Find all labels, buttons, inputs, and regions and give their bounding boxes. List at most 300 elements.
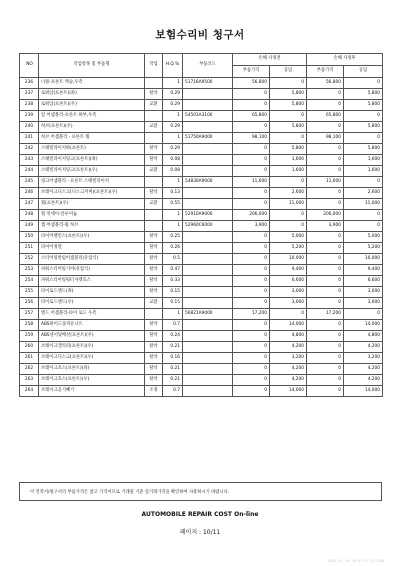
row-work: 탈착 [145, 89, 163, 100]
row-after-labor: 3,000 [344, 287, 383, 298]
row-after-parts-price: 0 [307, 89, 344, 100]
row-part-code: 51716A9500 [183, 78, 233, 89]
table-row [20, 133, 383, 144]
row-before-parts-price: 0 [233, 100, 270, 111]
row-before-parts-price: 0 [233, 265, 270, 276]
row-part-code [183, 188, 233, 199]
row-hq: 0.21 [163, 342, 183, 353]
row-hq: 0.16 [163, 353, 183, 364]
row-after-parts-price: 65,800 [307, 111, 344, 122]
row-no: 255 [20, 287, 39, 298]
row-work: 탈착 [145, 155, 163, 166]
row-hq: 0.5 [163, 254, 183, 265]
row-after-parts-price: 0 [307, 199, 344, 210]
row-no: 242 [20, 144, 39, 155]
row-after-parts-price: 0 [307, 254, 344, 265]
row-after-parts-price: 206,000 [307, 210, 344, 221]
row-before-labor: 3,000 [270, 298, 307, 309]
row-item-name: ABS센서및배선(프론트)(우) [39, 331, 145, 342]
row-before-labor: 5,800 [270, 144, 307, 155]
row-after-labor: 0 [344, 221, 383, 232]
row-before-parts-price: 206,000 [233, 210, 270, 221]
row-before-labor: 1,600 [270, 166, 307, 177]
row-part-code [183, 364, 233, 375]
table-row [20, 210, 383, 221]
row-no: 258 [20, 320, 39, 331]
row-item-name: 엔드 어셈블리-타이 로드 우측 [39, 309, 145, 320]
row-work: 탈착 [145, 254, 163, 265]
row-no: 264 [20, 386, 39, 397]
row-item-name: 허브(프론트)(우) [39, 122, 145, 133]
row-part-code: 52960C6000 [183, 221, 233, 232]
row-after-parts-price: 0 [307, 166, 344, 177]
row-part-code: 52910A9000 [183, 210, 233, 221]
row-after-parts-price: 0 [307, 298, 344, 309]
row-before-labor: 4,800 [270, 331, 307, 342]
row-before-parts-price: 17,200 [233, 309, 270, 320]
row-hq: 0.21 [163, 364, 183, 375]
row-after-labor: 6,600 [344, 276, 383, 287]
row-part-code: 54501A3100 [183, 111, 233, 122]
table-row [20, 199, 383, 210]
table-body [20, 78, 383, 397]
row-before-labor: 11,000 [270, 199, 307, 210]
row-item-name: 로워암(프론트)(좌) [39, 89, 145, 100]
table-row [20, 188, 383, 199]
row-hq: 0.21 [163, 375, 183, 386]
row-before-labor: 14,000 [270, 386, 307, 397]
row-before-parts-price: 0 [233, 199, 270, 210]
row-item-name: 타이로드엔드(우) [39, 298, 145, 309]
row-item-name: ABS하이드롤릭유니트 [39, 320, 145, 331]
row-after-labor: 9,400 [344, 265, 383, 276]
row-after-parts-price: 0 [307, 276, 344, 287]
row-after-labor: 1,600 [344, 166, 383, 177]
row-item-name: 스티어링칼럼어셈블리(유압식) [39, 254, 145, 265]
row-item-name: 허브 어셈블리 - 프론트 휠 [39, 133, 145, 144]
row-part-code [183, 243, 233, 254]
row-before-parts-price: 0 [233, 188, 270, 199]
row-no: 262 [20, 364, 39, 375]
row-before-parts-price: 0 [233, 287, 270, 298]
row-no: 253 [20, 265, 39, 276]
row-before-labor: 0 [270, 133, 307, 144]
row-before-labor: 14,000 [270, 320, 307, 331]
header-after-labor: 공임 [344, 66, 383, 78]
table-row [20, 177, 383, 188]
row-part-code [183, 386, 233, 397]
row-hq: 0.29 [163, 144, 183, 155]
row-before-labor: 0 [270, 309, 307, 320]
header-part-code: 부품코드 [183, 54, 233, 78]
row-no: 260 [20, 342, 39, 353]
row-item-name: 파워스티어링기어(유압식) [39, 265, 145, 276]
row-hq: 0.15 [163, 287, 183, 298]
header-before-labor: 공임 [270, 66, 307, 78]
row-work: 교환 [145, 100, 163, 111]
row-before-parts-price: 0 [233, 89, 270, 100]
row-work: 탈착 [145, 232, 163, 243]
row-no: 250 [20, 232, 39, 243]
row-work [145, 111, 163, 122]
row-after-labor: 0 [344, 133, 383, 144]
row-before-labor: 0 [270, 221, 307, 232]
row-hq: 0.26 [163, 243, 183, 254]
row-after-parts-price: 0 [307, 243, 344, 254]
row-part-code: 56821A9000 [183, 309, 233, 320]
row-item-name: 브레이크공기빼기 [39, 386, 145, 397]
row-after-labor: 0 [344, 177, 383, 188]
row-hq: 0.15 [163, 298, 183, 309]
table-row [20, 243, 383, 254]
row-work: 탈착 [145, 287, 163, 298]
row-hq: 0.29 [163, 122, 183, 133]
row-before-labor: 0 [270, 111, 307, 122]
row-after-labor: 0 [344, 78, 383, 89]
row-after-labor: 4,200 [344, 364, 383, 375]
row-after-labor: 5,800 [344, 144, 383, 155]
row-no: 254 [20, 276, 39, 287]
row-hq: 0.47 [163, 265, 183, 276]
row-work: 탈착 [145, 364, 163, 375]
row-after-labor: 4,800 [344, 331, 383, 342]
row-no: 237 [20, 89, 39, 100]
row-no: 252 [20, 254, 39, 265]
row-work: 탈착 [145, 243, 163, 254]
table-row [20, 287, 383, 298]
row-item-name: 파워스티어링워터자켓호스 [39, 276, 145, 287]
footer-title: AUTOMOBILE REPAIR COST On-line [141, 511, 259, 518]
document-title: 보험수리비 청구서 [155, 29, 245, 41]
row-before-parts-price: 0 [233, 144, 270, 155]
table-row [20, 155, 383, 166]
table-row [20, 342, 383, 353]
table-row [20, 89, 383, 100]
row-no: 240 [20, 122, 39, 133]
header-work: 작업 [145, 54, 163, 78]
row-after-labor: 2,600 [344, 188, 383, 199]
row-after-parts-price: 0 [307, 122, 344, 133]
row-before-labor: 6,600 [270, 276, 307, 287]
row-before-labor: 10,000 [270, 254, 307, 265]
row-part-code [183, 298, 233, 309]
row-hq: 0.13 [163, 188, 183, 199]
row-before-labor: 5,800 [270, 122, 307, 133]
row-after-parts-price: 98,100 [307, 133, 344, 144]
row-no: 236 [20, 78, 39, 89]
row-item-name: 링크어셈블리 - 프론트 스태빌라이저 [39, 177, 145, 188]
row-after-parts-price: 56,800 [307, 78, 344, 89]
repair-cost-table [19, 53, 383, 397]
row-item-name: 타이로드엔드(좌) [39, 287, 145, 298]
row-part-code [183, 199, 233, 210]
table-row [20, 364, 383, 375]
table-row [20, 309, 383, 320]
row-after-labor: 4,200 [344, 375, 383, 386]
row-hq: 0.7 [163, 320, 183, 331]
row-after-labor: 0 [344, 210, 383, 221]
header-before-parts-price: 부품가격 [233, 66, 270, 78]
row-no: 238 [20, 100, 39, 111]
row-hq: 0.25 [163, 232, 183, 243]
row-no: 246 [20, 188, 39, 199]
table-row [20, 122, 383, 133]
row-part-code [183, 331, 233, 342]
row-before-labor: 5,800 [270, 89, 307, 100]
row-work [145, 309, 163, 320]
row-work: 교환 [145, 298, 163, 309]
row-after-labor: 5,800 [344, 100, 383, 111]
row-before-parts-price: 0 [233, 232, 270, 243]
row-hq: 1 [163, 78, 183, 89]
row-after-labor: 1,600 [344, 155, 383, 166]
table-row [20, 100, 383, 111]
row-part-code: 54830A9000 [183, 177, 233, 188]
row-item-name: 스태빌라이저바(프론트) [39, 144, 145, 155]
table-row [20, 166, 383, 177]
row-before-labor: 5,200 [270, 243, 307, 254]
row-item-name: 브레이크디스크(프론트)(우) [39, 353, 145, 364]
row-item-name: 로워암(프론트)(우) [39, 100, 145, 111]
row-hq: 0.29 [163, 89, 183, 100]
row-work: 교환 [145, 199, 163, 210]
row-after-parts-price: 0 [307, 342, 344, 353]
page-number: 페이지 : 10/11 [179, 529, 221, 536]
table-row [20, 144, 383, 155]
row-hq: 1 [163, 111, 183, 122]
table-row [20, 78, 383, 89]
row-part-code [183, 320, 233, 331]
row-before-parts-price: 0 [233, 331, 270, 342]
row-after-parts-price: 0 [307, 144, 344, 155]
row-item-name: 브레이크캘리퍼(프론트)(우) [39, 342, 145, 353]
row-after-parts-price: 0 [307, 320, 344, 331]
table-row [20, 232, 383, 243]
row-hq: 1 [163, 133, 183, 144]
row-no: 239 [20, 111, 39, 122]
row-after-parts-price: 0 [307, 155, 344, 166]
row-no: 247 [20, 199, 39, 210]
row-item-name: 스태빌라이저링크(프론트)(좌) [39, 155, 145, 166]
row-work [145, 210, 163, 221]
row-no: 256 [20, 298, 39, 309]
row-work [145, 177, 163, 188]
row-no: 249 [20, 221, 39, 232]
row-part-code [183, 144, 233, 155]
row-hq: 1 [163, 309, 183, 320]
row-before-parts-price: 0 [233, 353, 270, 364]
row-before-parts-price: 3,900 [233, 221, 270, 232]
row-before-parts-price: 0 [233, 320, 270, 331]
row-after-parts-price: 0 [307, 331, 344, 342]
row-part-code [183, 287, 233, 298]
row-after-labor: 3,000 [344, 298, 383, 309]
row-before-labor: 9,400 [270, 265, 307, 276]
row-before-parts-price: 56,800 [233, 78, 270, 89]
row-work: 교환 [145, 166, 163, 177]
row-after-labor: 5,200 [344, 243, 383, 254]
row-part-code [183, 353, 233, 364]
row-after-labor: 10,000 [344, 254, 383, 265]
row-hq: 0.55 [163, 199, 183, 210]
row-after-parts-price: 0 [307, 353, 344, 364]
table-row [20, 265, 383, 276]
row-work: 탈착 [145, 331, 163, 342]
row-hq: 0.7 [163, 386, 183, 397]
table-row [20, 320, 383, 331]
header-after-adjustment: 손해 사정후 [307, 54, 383, 66]
row-hq: 0.33 [163, 276, 183, 287]
header-after-parts-price: 부품가격 [307, 66, 344, 78]
row-before-parts-price: 0 [233, 122, 270, 133]
table-row [20, 221, 383, 232]
row-after-labor: 5,800 [344, 122, 383, 133]
row-item-name: 휠 엇세이-알루미늄 [39, 210, 145, 221]
table-row [20, 386, 383, 397]
row-after-parts-price: 0 [307, 100, 344, 111]
row-work: 탈착 [145, 320, 163, 331]
row-work: 탈착 [145, 188, 163, 199]
header-item-name: 작업항목 및 부품명 [39, 54, 145, 78]
row-part-code [183, 155, 233, 166]
row-before-labor: 0 [270, 78, 307, 89]
row-before-parts-price: 0 [233, 364, 270, 375]
row-part-code [183, 232, 233, 243]
row-after-parts-price: 0 [307, 265, 344, 276]
row-item-name: 캡 어셈블리-휠 허브 [39, 221, 145, 232]
row-item-name: 타이어정렬 [39, 243, 145, 254]
row-hq: 0.08 [163, 166, 183, 177]
row-part-code: 51750A9000 [183, 133, 233, 144]
row-before-parts-price: 0 [233, 254, 270, 265]
row-item-name: 브레이크디스크(디스크커버)(프론트)(우) [39, 188, 145, 199]
row-part-code [183, 254, 233, 265]
row-before-labor: 4,200 [270, 375, 307, 386]
row-part-code [183, 122, 233, 133]
table-row [20, 276, 383, 287]
row-before-labor: 3,000 [270, 287, 307, 298]
row-hq: 1 [163, 210, 183, 221]
table-row [20, 353, 383, 364]
row-part-code [183, 166, 233, 177]
row-after-labor: 0 [344, 309, 383, 320]
row-no: 251 [20, 243, 39, 254]
table-row [20, 111, 383, 122]
row-hq: 0.08 [163, 155, 183, 166]
header-no: NO [20, 54, 39, 78]
row-work: 조정 [145, 386, 163, 397]
header-before-adjustment: 손해 사정전 [233, 54, 307, 66]
table-row [20, 298, 383, 309]
row-before-labor: 0 [270, 210, 307, 221]
row-after-parts-price: 3,900 [307, 221, 344, 232]
row-no: 241 [20, 133, 39, 144]
row-item-name: 브레이크호스(프론트)(좌) [39, 364, 145, 375]
row-before-parts-price: 98,100 [233, 133, 270, 144]
row-before-parts-price: 0 [233, 155, 270, 166]
row-before-labor: 2,600 [270, 188, 307, 199]
row-item-name: 타이어밸런스(프론트)(우) [39, 232, 145, 243]
row-no: 257 [20, 309, 39, 320]
row-after-labor: 4,200 [344, 342, 383, 353]
row-before-parts-price: 0 [233, 375, 270, 386]
table-row [20, 375, 383, 386]
row-before-labor: 4,200 [270, 364, 307, 375]
row-work [145, 78, 163, 89]
row-after-labor: 3,200 [344, 353, 383, 364]
row-before-parts-price: 0 [233, 166, 270, 177]
row-item-name: 너클-프론트 액슬,우측 [39, 78, 145, 89]
row-item-name: 브레이크호스(프론트)(우) [39, 375, 145, 386]
row-item-name: 휠(프론트)(우) [39, 199, 145, 210]
row-item-name: 암 어셈블리-프론트 하부,우측 [39, 111, 145, 122]
row-hq: 1 [163, 177, 183, 188]
row-before-labor: 0 [270, 177, 307, 188]
row-hq: 0.24 [163, 331, 183, 342]
row-no: 248 [20, 210, 39, 221]
row-after-labor: 5,800 [344, 89, 383, 100]
table-row [20, 331, 383, 342]
row-after-parts-price: 0 [307, 188, 344, 199]
row-after-parts-price: 0 [307, 375, 344, 386]
row-before-parts-price: 0 [233, 298, 270, 309]
row-part-code [183, 375, 233, 386]
row-before-parts-price: 0 [233, 342, 270, 353]
row-after-parts-price: 17,200 [307, 309, 344, 320]
row-part-code [183, 265, 233, 276]
row-after-parts-price: 11,600 [307, 177, 344, 188]
row-before-labor: 3,200 [270, 353, 307, 364]
header-hq: H.Q.% [163, 54, 183, 78]
row-item-name: 스태빌라이저링크(프론트)(우) [39, 166, 145, 177]
row-before-parts-price: 65,800 [233, 111, 270, 122]
row-part-code [183, 89, 233, 100]
row-work: 교환 [145, 122, 163, 133]
row-after-parts-price: 0 [307, 287, 344, 298]
row-before-labor: 5,000 [270, 232, 307, 243]
row-after-labor: 0 [344, 111, 383, 122]
row-no: 244 [20, 166, 39, 177]
row-hq: 1 [163, 221, 183, 232]
row-work: 탈착 [145, 265, 163, 276]
row-before-parts-price: 0 [233, 243, 270, 254]
table-row [20, 254, 383, 265]
row-after-labor: 14,000 [344, 320, 383, 331]
row-before-parts-price: 0 [233, 386, 270, 397]
row-part-code [183, 276, 233, 287]
row-after-parts-price: 0 [307, 386, 344, 397]
row-part-code [183, 100, 233, 111]
row-before-labor: 4,200 [270, 342, 307, 353]
row-part-code [183, 342, 233, 353]
row-no: 243 [20, 155, 39, 166]
row-work [145, 221, 163, 232]
row-before-parts-price: 11,600 [233, 177, 270, 188]
row-before-labor: 1,600 [270, 155, 307, 166]
row-before-labor: 5,800 [270, 100, 307, 111]
row-after-labor: 14,000 [344, 386, 383, 397]
row-before-parts-price: 0 [233, 276, 270, 287]
row-work: 탈착 [145, 342, 163, 353]
row-hq: 0.29 [163, 100, 183, 111]
row-after-parts-price: 0 [307, 364, 344, 375]
row-work: 탈착 [145, 375, 163, 386]
row-work: 탈착 [145, 276, 163, 287]
print-stamp: 2024-01-16 10:37:57 AI7206 [327, 559, 384, 563]
row-no: 259 [20, 331, 39, 342]
price-notice: 이 견적서/청구서의 부품가격은 참고 가격이므로 거래될 기준 실거래가격을 확인하여 사용하시기 바랍니다. [19, 482, 382, 501]
row-after-labor: 11,000 [344, 199, 383, 210]
